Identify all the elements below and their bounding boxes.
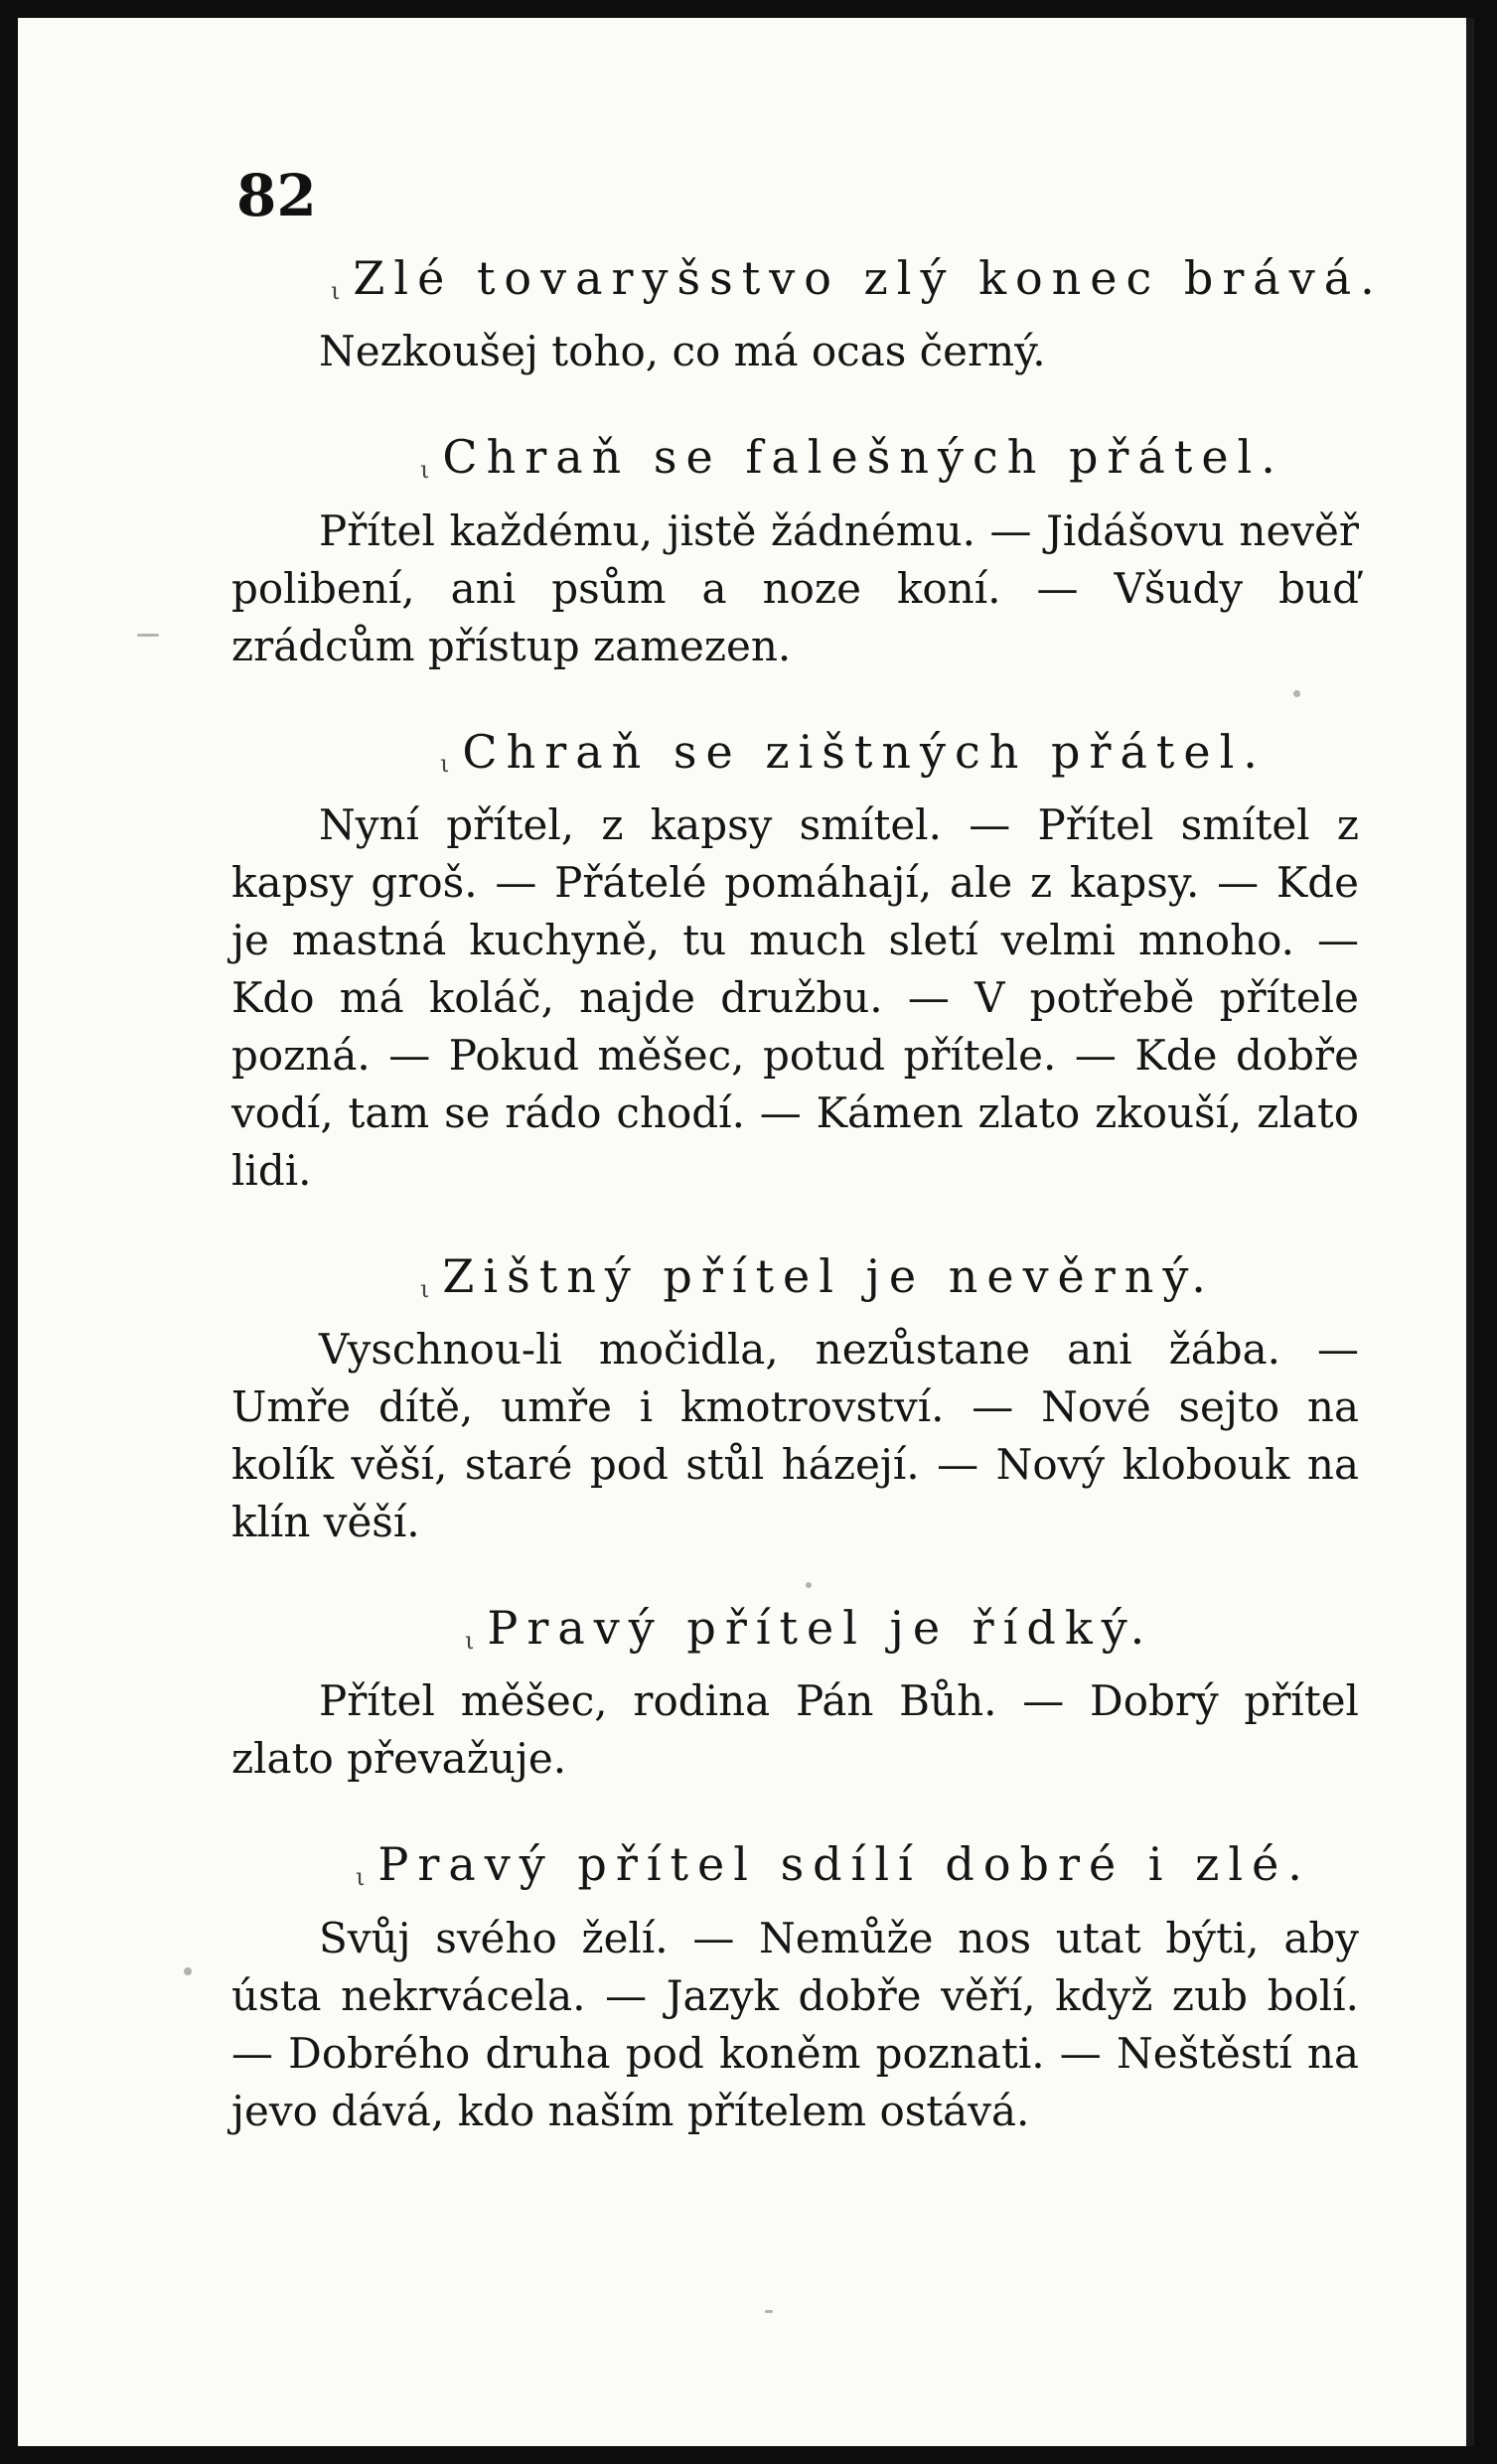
scan-mark bbox=[765, 2310, 773, 2313]
page-number: 82 bbox=[236, 162, 317, 229]
heading-marker: ι bbox=[420, 456, 439, 485]
heading-marker: ι bbox=[420, 1274, 439, 1303]
section-paragraph: Nyní přítel, z kapsy smítel. — Přítel smítel z kapsy groš. — Přátelé pomáhají, ale z kapsy. — Kde je mastná kuchyně, tu much sletí velmi mnoho. — Kdo má koláč, najde družbu. — V potřebě přítele pozná. — Pokud měšec, potud přítele. — Kde dobře vodí, tam se rádo chodí. — Kámen zlato zkouší, zlato lidi. bbox=[231, 799, 1359, 1195]
section-heading bbox=[420, 430, 1359, 484]
heading-marker: ι bbox=[356, 1863, 374, 1892]
section-heading bbox=[356, 1837, 1359, 1891]
section-paragraph: Nezkoušej toho, co má ocas černý. bbox=[319, 327, 1046, 376]
section-heading bbox=[420, 1249, 1359, 1303]
proverb-section-6 bbox=[231, 1837, 1359, 2139]
heading-marker: ι bbox=[465, 1627, 484, 1656]
heading-marker: ι bbox=[440, 750, 459, 779]
section-paragraph: Svůj svého želí. — Nemůže nos utat býti, aby ústa nekrvácela. — Jazyk dobře věří, když zub bolí. — Dobrého druha pod koněm poznati. — Neštěstí na jevo dává, kdo naším přítelem ostává. bbox=[231, 1913, 1359, 2135]
scan-mark bbox=[184, 1967, 192, 1975]
heading-marker: ι bbox=[331, 276, 350, 305]
section-title: Pravý přítel sdílí dobré i zlé. bbox=[377, 1837, 1311, 1892]
section-title: Chraň se zištných přátel. bbox=[462, 724, 1267, 779]
proverbs-text bbox=[231, 251, 1384, 2190]
section-paragraph: Vyschnou-li močidla, nezůstane ani žába. — Umře dítě, umře i kmotrovství. — Nové sejto na kolík věší, staré pod stůl házejí. — Nový klobouk na klín věší. bbox=[231, 1325, 1359, 1547]
scan-mark bbox=[137, 634, 159, 637]
section-title: Chraň se falešných přátel. bbox=[442, 430, 1284, 485]
proverb-section-3 bbox=[231, 725, 1359, 1200]
proverb-section-5 bbox=[231, 1601, 1359, 1788]
section-paragraph: Přítel měšec, rodina Pán Bůh. — Dobrý přítel zlato převažuje. bbox=[231, 1676, 1359, 1784]
section-heading bbox=[465, 1601, 1359, 1655]
section-heading bbox=[440, 725, 1359, 779]
section-paragraph: Přítel každému, jistě žádnému. — Jidášovu nevěř polibení, ani psům a noze koní. — Všudy buď zrádcům přístup zamezen. bbox=[231, 506, 1359, 670]
section-heading bbox=[331, 251, 1384, 305]
proverb-section-4 bbox=[231, 1249, 1359, 1551]
book-page bbox=[18, 18, 1474, 2446]
proverb-section-1 bbox=[231, 251, 1384, 380]
section-title: Pravý přítel je řídký. bbox=[487, 1601, 1154, 1656]
section-title: Zlé tovaryšstvo zlý konec brává. bbox=[353, 251, 1384, 305]
proverb-section-2 bbox=[231, 430, 1359, 674]
section-title: Zištný přítel je nevěrný. bbox=[442, 1248, 1215, 1303]
